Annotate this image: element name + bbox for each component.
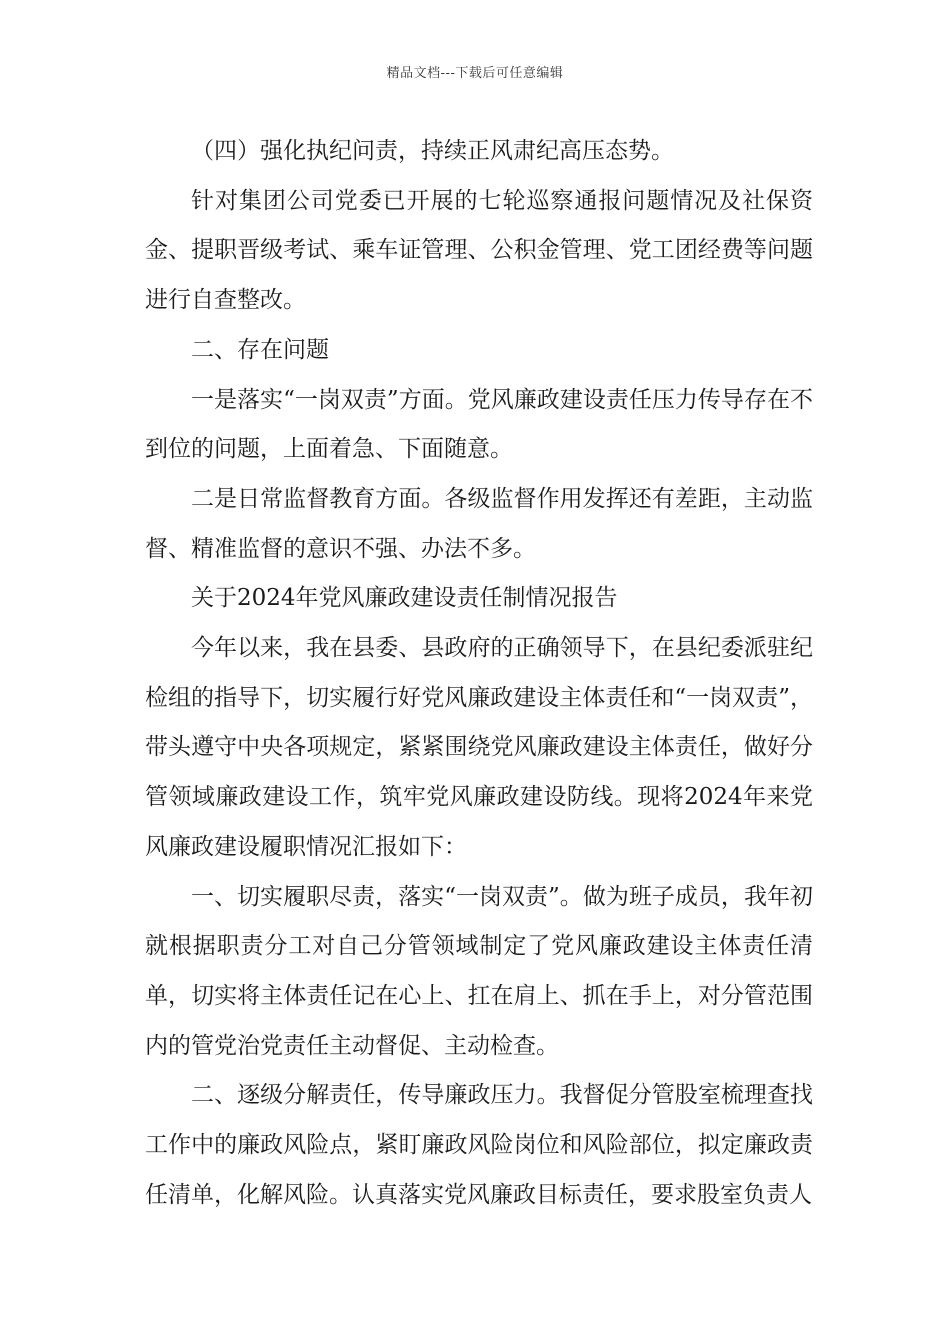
- paragraph-problem-two: 二是日常监督教育方面。各级监督作用发挥还有差距，主动监督、精准监督的意识不强、办法不多。: [145, 485, 813, 562]
- page-header: 精品文档---下载后可任意编辑: [386, 66, 564, 81]
- paragraph-report-intro: 今年以来，我在县委、县政府的正确领导下，在县纪委派驻纪检组的指导下，切实履行好党风廉政建设主体责任和“一岗双责”，带头遵守中央各项规定，紧紧围绕党风廉政建设主体责任，做好分管领域廉政建设工作，筑牢党风廉政建设防线。现将2024年来党风廉政建设履职情况汇报如下：: [145, 635, 813, 860]
- paragraph-self-inspection: 针对集团公司党委已开展的七轮巡察通报问题情况及社保资金、提职晋级考试、乘车证管理、公积金管理、党工团经费等问题进行自查整改。: [145, 187, 813, 314]
- paragraph-existing-problems-heading: 二、存在问题: [191, 336, 329, 363]
- paragraph-report-title: 关于2024年党风廉政建设责任制情况报告: [191, 585, 618, 612]
- document-body: [145, 127, 813, 1220]
- paragraph-point-two: 二、逐级分解责任，传导廉政压力。我督促分管股室梳理查找工作中的廉政风险点，紧盯廉政风险岗位和风险部位，拟定廉政责任清单，化解风险。认真落实党风廉政目标责任，要求股室负责人: [145, 1082, 813, 1208]
- paragraph-section-four-heading: （四）强化执纪问责，持续正风肃纪高压态势。: [191, 138, 674, 164]
- paragraph-point-one: 一、切实履职尽责，落实“一岗双责”。做为班子成员，我年初就根据职责分工对自己分管领域制定了党风廉政建设主体责任清单，切实将主体责任记在心上、扛在肩上、抓在手上，对分管范围内的管党治党责任主动督促、主动检查。: [145, 883, 813, 1059]
- paragraph-problem-one: 一是落实“一岗双责”方面。党风廉政建设责任压力传导存在不到位的问题，上面着急、下面随意。: [145, 386, 813, 463]
